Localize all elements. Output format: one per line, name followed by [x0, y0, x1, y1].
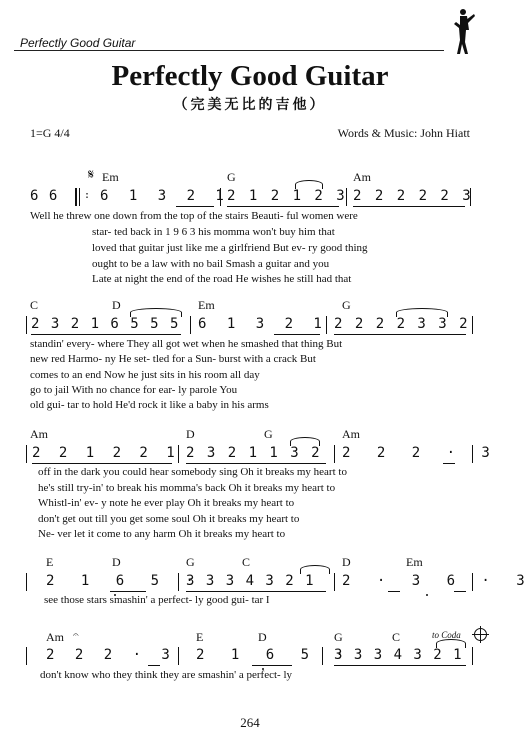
tie [295, 180, 323, 189]
song-title: Perfectly Good Guitar [111, 60, 389, 92]
page-number: 264 [240, 715, 260, 730]
chord: G [334, 630, 343, 644]
chord: Em [102, 170, 119, 184]
note-group: 2 · 3 6 · 3 [342, 573, 525, 589]
barline [79, 188, 80, 206]
lyric-line: don't know who they think they are smashin' a perfect- ly [40, 669, 293, 681]
lyric-line: new red Harmo- ny He set- tled for a Sun- burst with a crack But [30, 353, 316, 365]
beam [227, 206, 339, 207]
barline [178, 445, 179, 463]
barline [346, 188, 347, 206]
barline [26, 316, 27, 334]
barline [472, 573, 473, 591]
note-group: 2 2 2 2 2 3 [353, 188, 471, 204]
chord: G [264, 427, 273, 441]
lyric-line: old gui- tar to hold He'd rock it like a baby in his arms [30, 399, 269, 411]
beam [31, 334, 181, 335]
beam [443, 463, 455, 464]
barline [190, 316, 191, 334]
note-group: 2 3 2 1 6 5 5 5 [31, 316, 179, 332]
chord: Am [46, 630, 64, 644]
beam [186, 463, 326, 464]
barline [26, 647, 27, 665]
coda-icon [474, 628, 487, 641]
barline [334, 445, 335, 463]
beam [274, 334, 320, 335]
chord: G [186, 555, 195, 569]
note-group: 2 1 2 1 2 3 [227, 188, 345, 204]
chord: Am [30, 427, 48, 441]
chord: Em [198, 298, 215, 312]
barline [26, 445, 27, 463]
note-group: 2 2 2 2 3 3 2 [334, 316, 468, 332]
beam [334, 334, 466, 335]
fermata-icon: 𝄐 [73, 630, 79, 641]
barline [470, 188, 471, 206]
key-signature: 1=G 4/4 [30, 126, 70, 140]
barline [334, 573, 335, 591]
tie [396, 308, 448, 317]
beam [334, 665, 466, 666]
chord: G [227, 170, 236, 184]
lyric-line: Well he threw one down from the top of the stairs Beauti- ful women were [30, 210, 358, 222]
beam [110, 591, 146, 592]
beam [454, 591, 466, 592]
lyric-line: go to jail With no chance for ear- ly parole You [30, 384, 238, 396]
tie [300, 565, 330, 574]
note-group: 6 6 [30, 188, 58, 204]
lyric-line: off in the dark you could hear somebody sing Oh it breaks my heart to [38, 466, 347, 478]
barline [326, 316, 327, 334]
chord: C [242, 555, 251, 569]
running-header: Perfectly Good Guitar [20, 36, 136, 50]
chord: G [342, 298, 351, 312]
barline [178, 573, 179, 591]
chord: Am [353, 170, 371, 184]
chord: E [196, 630, 204, 644]
lyric-line: Late at night the end of the road He wishes he still had that [92, 273, 352, 285]
note-group: 3 3 3 4 3 2 1 [334, 647, 462, 663]
lyric-line: star- ted back in 1 9 6 3 his momma won't buy him that [92, 226, 335, 238]
lyric-line: ought to be a law with no bail Smash a guitar and you [92, 258, 330, 270]
lyric-line: see those stars smashin' a perfect- ly good gui- tar I [44, 594, 270, 606]
song-subtitle: （完美无比的吉他） [173, 97, 327, 113]
lyric-line: don't get out till you get some soul Oh it breaks my heart to [38, 513, 300, 525]
beam [176, 206, 214, 207]
barline [472, 316, 473, 334]
lyric-line: standin' every- where They all got wet when he smashed that thing But [30, 338, 343, 350]
lyric-line: he's still try-in' to break his momma's back Oh it breaks my heart to [38, 482, 336, 494]
segno-icon: 𝄋 [88, 168, 95, 183]
tie [436, 639, 466, 648]
chord: C [392, 630, 401, 644]
chord: Em [406, 555, 423, 569]
chord: D [186, 427, 195, 441]
chord: Am [342, 427, 360, 441]
beam [353, 206, 465, 207]
note-group: 2 3 2 1 1 3 2 [186, 445, 320, 461]
repeat-barline [75, 188, 77, 206]
header-rule [14, 50, 444, 51]
note-group: 2 1 6 5 · [46, 573, 194, 589]
lyric-line: comes to an end Now he just sits in his room all day [30, 369, 260, 381]
chord: C [30, 298, 39, 312]
barline [472, 445, 473, 463]
chord: D [112, 298, 121, 312]
barline [472, 647, 473, 665]
song-credits: Words & Music: John Hiatt [337, 126, 470, 140]
note-group: 2 2 2 · 3 [46, 647, 170, 663]
beam [32, 463, 172, 464]
note-group: 2 2 2 · 3 [342, 445, 490, 461]
note-group: 2 1 6 5 · [196, 647, 344, 663]
barline [220, 188, 221, 206]
barline [26, 573, 27, 591]
coda-label: to Coda [432, 630, 461, 640]
beam [148, 665, 160, 666]
tie [130, 308, 182, 317]
tie [290, 437, 320, 446]
guitarist-silhouette-icon [452, 8, 476, 56]
note-group: 2 2 1 2 2 1 [32, 445, 175, 461]
chord: E [46, 555, 54, 569]
lyric-line: loved that guitar just like me a girlfriend But ev- ry good thing [92, 242, 368, 254]
chord: D [342, 555, 351, 569]
beam [186, 591, 326, 592]
barline [178, 647, 179, 665]
low-octave-dot [426, 594, 428, 596]
lyric-line: Ne- ver let it come to any harm Oh it breaks my heart to [38, 528, 286, 540]
beam [388, 591, 400, 592]
repeat-dots: : [84, 190, 91, 201]
note-group: 6 1 3 2 1 [198, 316, 322, 332]
beam [252, 665, 292, 666]
chord: D [112, 555, 121, 569]
lyric-line: Whistl-in' ev- y note he ever play Oh it breaks my heart to [38, 497, 295, 509]
note-group: 3 3 3 4 3 2 1 [186, 573, 314, 589]
chord: D [258, 630, 267, 644]
barline [322, 647, 323, 665]
note-group: 6 1 3 2 1 [100, 188, 224, 204]
